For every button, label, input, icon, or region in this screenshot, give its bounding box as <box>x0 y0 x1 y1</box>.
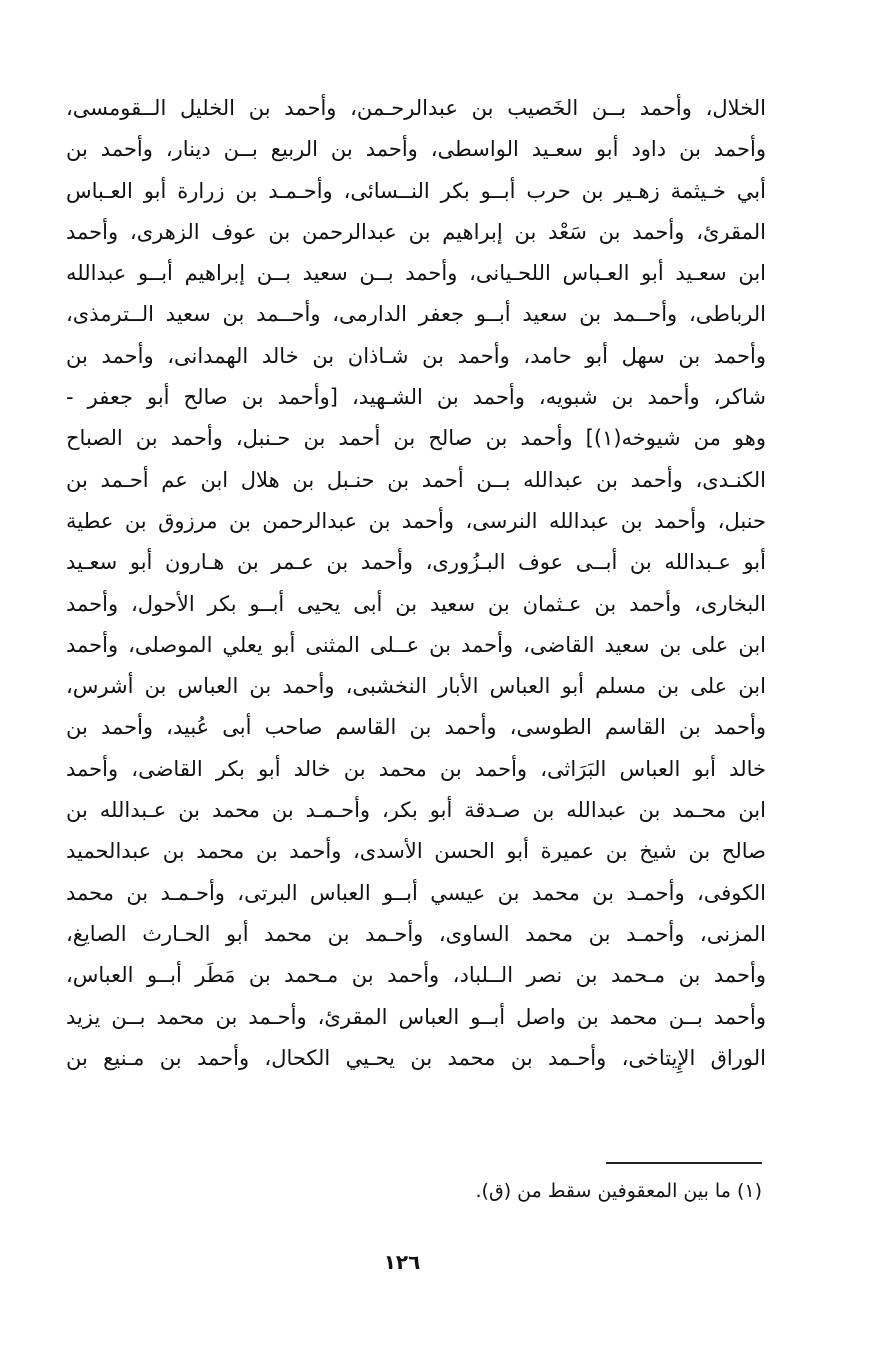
body-text <box>66 88 766 1079</box>
text-line: الكوفى، وأحمـد بن محمد بن عيسي أبــو العباس البرتى، وأحـمـد بن محمد <box>66 880 766 905</box>
text-line: صالح بن شيخ بن عميرة أبو الحسن الأسدى، وأحمد بن محمد بن عبدالحميد <box>66 839 766 864</box>
text-line: وأحمد بن داود أبو سعـيد الواسطى، وأحمد بن الربيع بــن دينار، وأحمد بن <box>66 137 766 162</box>
text-line: ابن على بن سعيد القاضى، وأحمد بن عــلى المثنى أبو يعلي الموصلى، وأحمد <box>66 632 766 657</box>
text-line: وأحمد بن مـحمد بن نصر الــلباد، وأحمد بن مـحمد بن مَطَر أبــو العباس، <box>66 963 766 988</box>
text-line: أبي خـيثمة زهـير بن حرب أبــو بكر النــسائى، وأحـمـد بن زرارة أبو العـباس <box>66 178 766 203</box>
text-line: الكنـدى، وأحمد بن عبدالله بــن أحمد بن حنـبل بن هلال ابن عم أحـمد بن <box>66 467 766 492</box>
text-line: ابن سعـيد أبو العـباس اللحـيانى، وأحمد بــن سعيد بــن إبراهيم أبــو عبدالله <box>66 261 766 286</box>
text-line: الخلال، وأحمد بــن الخَصيب بن عبدالرحـمن، وأحمد بن الخليل الــقومسى، <box>66 96 766 120</box>
text-line: البخارى، وأحمد بن عـثمان بن سعيد بن أبى يحيى أبــو بكر الأحول، وأحمد <box>66 591 766 616</box>
page-number: ١٢٦ <box>383 1250 421 1274</box>
text-line: وأحمد بــن محمد بن واصل أبــو العباس المقرئ، وأحـمد بن محمد بــن يزيد <box>66 1004 766 1029</box>
text-line: المزنى، وأحمـد بن محمد الساوى، وأحـمد بن محمد أبو الحـارث الصايغ، <box>66 921 766 946</box>
text-line: وأحمد بن القاسم الطوسى، وأحمد بن القاسم صاحب أبى عُبيد، وأحمد بن <box>66 715 766 740</box>
text-line: ابن على بن مسلم أبو العباس الأبار النخشبى، وأحمد بن العباس بن أشرس، <box>66 674 766 699</box>
text-line: وأحمد بن سهل أبو حامد، وأحمد بن شـاذان بن خالد الهمدانى، وأحمد بن <box>66 343 766 368</box>
text-line: وهو من شيوخه(١)] وأحمد بن صالح بن أحمد بن حـنبل، وأحمد بن الصباح <box>66 426 766 451</box>
text-line: أبو عـبدالله بن أبــى عوف البـزُورى، وأحمد بن عـمر بن هـارون أبو سعـيد <box>66 550 766 575</box>
text-line: الرباطى، وأحــمد بن سعيد أبــو جعفر الدارمى، وأحــمد بن سعيد الــترمذى، <box>66 302 766 327</box>
footnote-divider <box>606 1162 762 1164</box>
text-line: المقرئ، وأحمد بن سَعْد بن إبراهيم بن عبدالرحمن بن عوف الزهرى، وأحمد <box>66 219 766 244</box>
text-line: ابن محـمد بن عبدالله بن صـدقة أبو بكر، وأحـمـد بن محمد بن عـبدالله بن <box>66 798 766 823</box>
text-line: الوراق الإِيتاخى، وأحـمد بن محمد بن يحـيي الكحال، وأحمد بن مـنيع بن <box>66 1045 766 1070</box>
text-line: حنبل، وأحمد بن عبدالله النرسى، وأحمد بن عبدالرحمن بن مرزوق بن عطية <box>66 508 766 533</box>
text-line: شاكر، وأحمد بن شبويه، وأحمد بن الشـهيد، [وأحمد بن صالح أبو جعفر - <box>66 385 766 410</box>
text-line: خالد أبو العباس البَرَاثى، وأحمد بن محمد بن خالد أبو بكر القاضى، وأحمد <box>66 756 766 781</box>
footnote: (١) ما بين المعقوفين سقط من (ق). <box>475 1180 762 1202</box>
